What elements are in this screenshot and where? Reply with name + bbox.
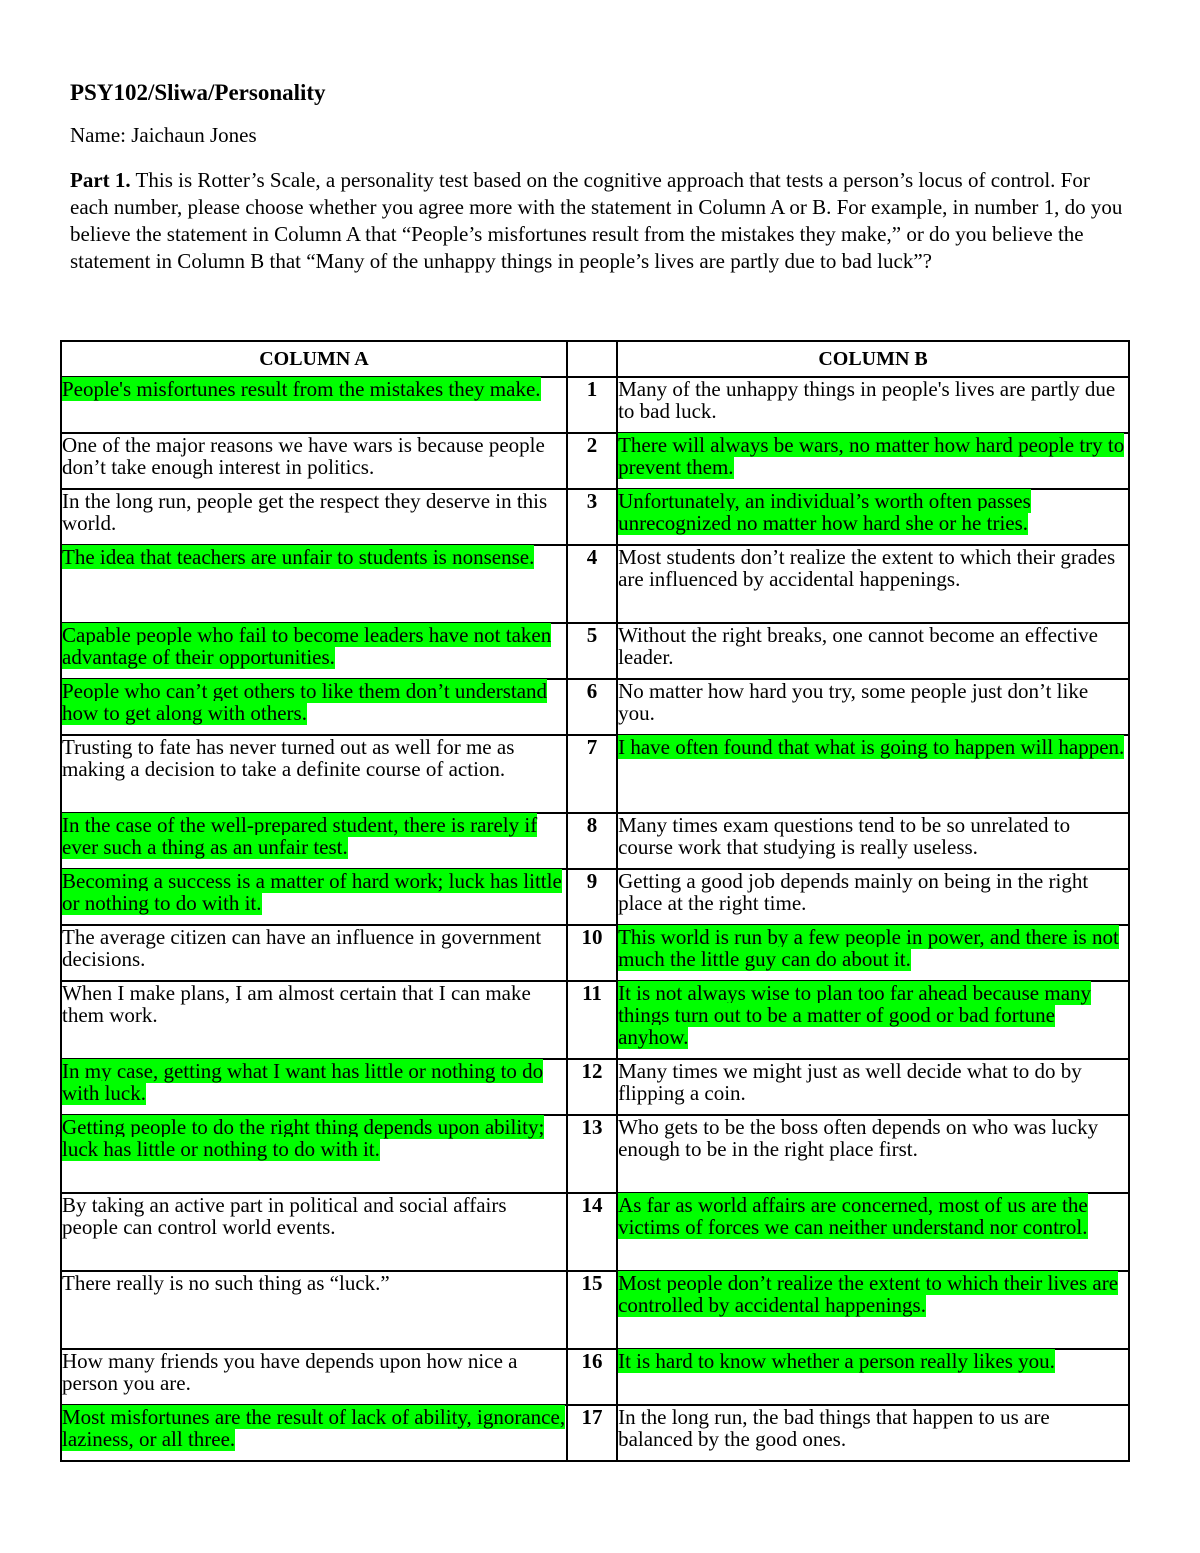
table-header-row — [61, 341, 1129, 377]
instructions-paragraph — [70, 167, 1130, 275]
column-b-statement[interactable] — [617, 813, 1129, 869]
column-a-statement[interactable] — [61, 433, 567, 489]
column-b-statement[interactable] — [617, 377, 1129, 433]
table-row — [61, 1115, 1129, 1193]
item-number: 17 — [567, 1405, 617, 1461]
column-a-statement[interactable] — [61, 1059, 567, 1115]
highlighted-statement: Unfortunately, an individual’s worth often passes unrecognized no matter how hard she or he tries. — [618, 489, 1031, 535]
column-a-statement[interactable] — [61, 377, 567, 433]
column-b-statement[interactable] — [617, 1405, 1129, 1461]
table-row — [61, 679, 1129, 735]
statement-text: Many of the unhappy things in people's lives are partly due to bad luck. — [618, 377, 1116, 423]
item-number: 6 — [567, 679, 617, 735]
item-number: 12 — [567, 1059, 617, 1115]
statement-text: When I make plans, I am almost certain that I can make them work. — [62, 981, 531, 1027]
table-row — [61, 1193, 1129, 1271]
instructions-text: This is Rotter’s Scale, a personality test based on the cognitive approach that tests a person’s locus of control. For each number, please choose whether you agree more with the statement in Column A or B. For example, in number 1, do you believe the statement in Column A that “People’s misfortunes result from the mistakes they make,” or do you believe the statement in Column B that “Many of the unhappy things in people’s lives are partly due to bad luck”? — [70, 168, 1123, 273]
table-row — [61, 981, 1129, 1059]
table-row — [61, 1271, 1129, 1349]
column-a-statement[interactable] — [61, 869, 567, 925]
table-row — [61, 623, 1129, 679]
statement-text: The average citizen can have an influence in government decisions. — [62, 925, 542, 971]
highlighted-statement: People who can’t get others to like them don’t understand how to get along with others. — [62, 679, 548, 725]
statement-text: By taking an active part in political and social affairs people can control world events. — [62, 1193, 507, 1239]
statement-text: In the long run, the bad things that happen to us are balanced by the good ones. — [618, 1405, 1050, 1451]
column-b-statement[interactable] — [617, 489, 1129, 545]
column-b-statement[interactable] — [617, 735, 1129, 813]
item-number: 4 — [567, 545, 617, 623]
statement-text: Without the right breaks, one cannot become an effective leader. — [618, 623, 1098, 669]
page-title: PSY102/Sliwa/Personality — [70, 80, 326, 105]
statement-text: Many times exam questions tend to be so unrelated to course work that studying is really useless. — [618, 813, 1071, 859]
item-number: 1 — [567, 377, 617, 433]
column-a-statement[interactable] — [61, 1193, 567, 1271]
table-row — [61, 1349, 1129, 1405]
column-a-statement[interactable] — [61, 981, 567, 1059]
item-number: 11 — [567, 981, 617, 1059]
table-row — [61, 433, 1129, 489]
column-a-statement[interactable] — [61, 679, 567, 735]
item-number: 7 — [567, 735, 617, 813]
column-b-statement[interactable] — [617, 433, 1129, 489]
column-a-statement[interactable] — [61, 1349, 567, 1405]
item-number: 16 — [567, 1349, 617, 1405]
table-row — [61, 489, 1129, 545]
table-row — [61, 545, 1129, 623]
highlighted-statement: In the case of the well-prepared student, there is rarely if ever such a thing as an unfair test. — [62, 813, 538, 859]
number-column-header — [567, 341, 617, 377]
item-number: 3 — [567, 489, 617, 545]
highlighted-statement: Most people don’t realize the extent to which their lives are controlled by accidental happenings. — [618, 1271, 1119, 1317]
name-value: Jaichaun Jones — [131, 123, 257, 147]
column-a-statement[interactable] — [61, 489, 567, 545]
name-label: Name: — [70, 123, 126, 147]
part-label: Part 1. — [70, 168, 131, 192]
statement-text: There really is no such thing as “luck.” — [62, 1271, 390, 1295]
column-a-statement[interactable] — [61, 1271, 567, 1349]
column-b-statement[interactable] — [617, 1271, 1129, 1349]
statement-text: Many times we might just as well decide what to do by flipping a coin. — [618, 1059, 1082, 1105]
highlighted-statement: There will always be wars, no matter how hard people try to prevent them. — [618, 433, 1125, 479]
column-b-statement[interactable] — [617, 869, 1129, 925]
table-row — [61, 1059, 1129, 1115]
highlighted-statement: Getting people to do the right thing depends upon ability; luck has little or nothing to do with it. — [62, 1115, 545, 1161]
highlighted-statement: Most misfortunes are the result of lack of ability, ignorance, laziness, or all three. — [62, 1405, 566, 1451]
name-line — [70, 123, 257, 148]
item-number: 15 — [567, 1271, 617, 1349]
statement-text: Most students don’t realize the extent to which their grades are influenced by accidental happenings. — [618, 545, 1116, 591]
table-row — [61, 925, 1129, 981]
highlighted-statement: It is hard to know whether a person really likes you. — [618, 1349, 1055, 1373]
column-b-statement[interactable] — [617, 1115, 1129, 1193]
column-a-statement[interactable] — [61, 735, 567, 813]
statement-text: No matter how hard you try, some people just don’t like you. — [618, 679, 1089, 725]
table-body — [61, 377, 1129, 1461]
table-row — [61, 813, 1129, 869]
statement-text: Getting a good job depends mainly on being in the right place at the right time. — [618, 869, 1089, 915]
column-b-header: COLUMN B — [617, 341, 1129, 377]
highlighted-statement: The idea that teachers are unfair to students is nonsense. — [62, 545, 535, 569]
item-number: 8 — [567, 813, 617, 869]
statement-text: One of the major reasons we have wars is because people don’t take enough interest in politics. — [62, 433, 545, 479]
item-number: 13 — [567, 1115, 617, 1193]
statement-text: Trusting to fate has never turned out as well for me as making a decision to take a definite course of action. — [62, 735, 515, 781]
column-a-statement[interactable] — [61, 813, 567, 869]
item-number: 10 — [567, 925, 617, 981]
item-number: 9 — [567, 869, 617, 925]
highlighted-statement: This world is run by a few people in power, and there is not much the little guy can do about it. — [618, 925, 1119, 971]
column-b-statement[interactable] — [617, 679, 1129, 735]
statement-text: In the long run, people get the respect they deserve in this world. — [62, 489, 548, 535]
highlighted-statement: I have often found that what is going to happen will happen. — [618, 735, 1125, 759]
column-b-statement[interactable] — [617, 925, 1129, 981]
statement-text: How many friends you have depends upon how nice a person you are. — [62, 1349, 518, 1395]
column-a-statement[interactable] — [61, 1115, 567, 1193]
column-a-statement[interactable] — [61, 925, 567, 981]
column-a-statement[interactable] — [61, 1405, 567, 1461]
column-a-header: COLUMN A — [61, 341, 567, 377]
highlighted-statement: People's misfortunes result from the mistakes they make. — [62, 377, 541, 401]
highlighted-statement: As far as world affairs are concerned, most of us are the victims of forces we can neither understand nor control. — [618, 1193, 1088, 1239]
column-b-statement[interactable] — [617, 623, 1129, 679]
highlighted-statement: Capable people who fail to become leaders have not taken advantage of their opportunities. — [62, 623, 552, 669]
highlighted-statement: It is not always wise to plan too far ahead because many things turn out to be a matter of good or bad fortune anyhow. — [618, 981, 1092, 1049]
highlighted-statement: Becoming a success is a matter of hard work; luck has little or nothing to do with it. — [62, 869, 562, 915]
column-b-statement[interactable] — [617, 981, 1129, 1059]
statement-text: Who gets to be the boss often depends on who was lucky enough to be in the right place first. — [618, 1115, 1099, 1161]
item-number: 2 — [567, 433, 617, 489]
column-b-statement[interactable] — [617, 1193, 1129, 1271]
column-b-statement[interactable] — [617, 545, 1129, 623]
table-row — [61, 735, 1129, 813]
column-a-statement[interactable] — [61, 545, 567, 623]
table-row — [61, 377, 1129, 433]
item-number: 5 — [567, 623, 617, 679]
highlighted-statement: In my case, getting what I want has little or nothing to do with luck. — [62, 1059, 544, 1105]
column-b-statement[interactable] — [617, 1059, 1129, 1115]
table-row — [61, 869, 1129, 925]
item-number: 14 — [567, 1193, 617, 1271]
table-row — [61, 1405, 1129, 1461]
column-a-statement[interactable] — [61, 623, 567, 679]
rotter-scale-table — [60, 340, 1130, 1462]
column-b-statement[interactable] — [617, 1349, 1129, 1405]
